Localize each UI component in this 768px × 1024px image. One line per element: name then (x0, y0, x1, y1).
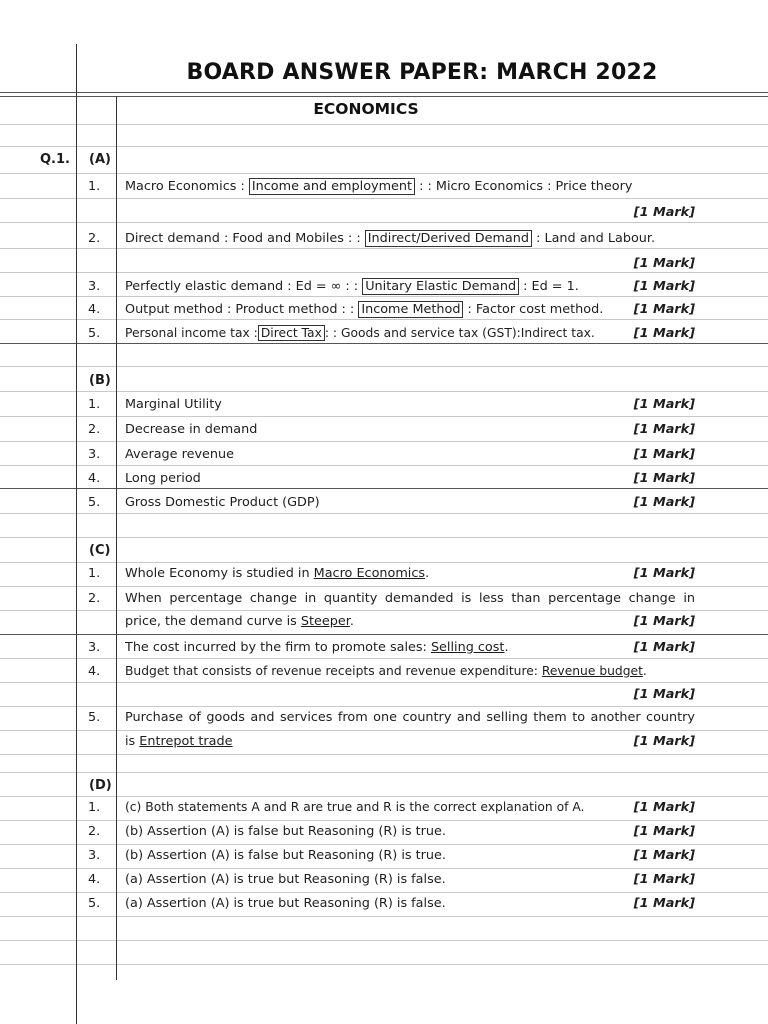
mark-label: [1 Mark] (633, 872, 695, 887)
margin-line (116, 96, 117, 980)
mark-label: [1 Mark] (633, 205, 695, 220)
mark-label: [1 Mark] (633, 256, 695, 271)
answer-text: Perfectly elastic demand : Ed = ∞ : : (125, 279, 359, 294)
mark-label: [1 Mark] (633, 447, 695, 462)
answer-c1 (125, 565, 429, 582)
section-c-heading: (C) (89, 543, 111, 558)
boxed-answer: Income Method (358, 301, 463, 318)
item-number: 2. (88, 824, 101, 839)
answer-text: . (504, 640, 509, 655)
item-number: 5. (88, 495, 101, 510)
item-number: 5. (88, 896, 101, 911)
answer-text: . (642, 664, 647, 678)
answer-c2-line1: When percentage change in quantity demanded is less than percentage change in (125, 591, 695, 606)
answer-b4: Long period (125, 471, 201, 486)
item-number: 1. (88, 397, 101, 412)
underlined-answer: Entrepot trade (139, 734, 233, 749)
mark-label: [1 Mark] (633, 471, 695, 486)
section-b-heading: (B) (89, 373, 111, 388)
mark-label: [1 Mark] (633, 614, 695, 629)
answer-text: Output method : Product method : : (125, 302, 355, 317)
item-number: 3. (88, 640, 101, 655)
answer-d4: (a) Assertion (A) is true but Reasoning (R) is false. (125, 872, 446, 887)
item-number: 2. (88, 591, 101, 606)
item-number: 2. (88, 231, 101, 246)
subject-heading: ECONOMICS (313, 100, 419, 118)
underlined-answer: Revenue budget (541, 664, 643, 678)
answer-text: is (125, 734, 140, 749)
answer-text: The cost incurred by the firm to promote sales: (125, 640, 431, 655)
answer-d5: (a) Assertion (A) is true but Reasoning (R) is false. (125, 896, 446, 911)
boxed-answer: Direct Tax (258, 325, 325, 341)
rule-line (0, 92, 768, 93)
mark-label: [1 Mark] (633, 734, 695, 749)
underlined-answer: Steeper (300, 614, 350, 629)
item-number: 4. (88, 302, 101, 317)
item-number: 4. (88, 471, 101, 486)
answer-text: Macro Economics : (125, 179, 245, 194)
margin-line (76, 44, 77, 1024)
answer-c4 (125, 663, 647, 680)
page-title: BOARD ANSWER PAPER: MARCH 2022 (186, 60, 658, 85)
item-number: 3. (88, 279, 101, 294)
answer-c5-line2 (125, 733, 233, 750)
item-number: 5. (88, 326, 101, 341)
answer-b3: Average revenue (125, 447, 235, 462)
underlined-answer: Selling cost (430, 640, 505, 655)
answer-text: Personal income tax : (125, 326, 258, 340)
answer-text: : : Goods and service tax (GST):Indirect tax. (324, 326, 595, 340)
item-number: 4. (88, 872, 101, 887)
mark-label: [1 Mark] (633, 640, 695, 655)
boxed-answer: Income and employment (249, 178, 415, 195)
answer-c3 (125, 639, 509, 656)
mark-label: [1 Mark] (633, 896, 695, 911)
mark-label: [1 Mark] (633, 326, 695, 341)
answer-text: : Ed = 1. (523, 279, 579, 294)
mark-label: [1 Mark] (633, 279, 695, 294)
item-number: 4. (88, 664, 101, 679)
boxed-answer: Indirect/Derived Demand (365, 230, 532, 247)
answer-b1: Marginal Utility (125, 397, 222, 412)
item-number: 1. (88, 800, 101, 815)
answer-text: : : Micro Economics : Price theory (419, 179, 633, 194)
item-number: 2. (88, 422, 101, 437)
answer-text: : Factor cost method. (467, 302, 604, 317)
answer-text: Whole Economy is studied in (125, 566, 314, 581)
mark-label: [1 Mark] (633, 397, 695, 412)
answer-text: Direct demand : Food and Mobiles : : (125, 231, 361, 246)
answer-a4 (125, 301, 603, 318)
answer-text: Budget that consists of revenue receipts and revenue expenditure: (125, 664, 542, 678)
answer-d1: (c) Both statements A and R are true and R is the correct explanation of A. (125, 800, 585, 814)
answer-text: . (425, 566, 430, 581)
item-number: 1. (88, 179, 101, 194)
item-number: 3. (88, 848, 101, 863)
section-d-heading: (D) (89, 778, 112, 793)
answer-c5-line1: Purchase of goods and services from one country and selling them to another country (125, 710, 695, 725)
answer-d2: (b) Assertion (A) is false but Reasoning (R) is true. (125, 824, 446, 839)
answer-c2-line2 (125, 613, 354, 630)
boxed-answer: Unitary Elastic Demand (362, 278, 519, 295)
answer-b5: Gross Domestic Product (GDP) (125, 495, 320, 510)
underlined-answer: Macro Economics (313, 566, 426, 581)
item-number: 3. (88, 447, 101, 462)
question-label: Q.1. (40, 152, 70, 167)
answer-d3: (b) Assertion (A) is false but Reasoning (R) is true. (125, 848, 446, 863)
item-number: 1. (88, 566, 101, 581)
answer-text: price, the demand curve is (125, 614, 301, 629)
mark-label: [1 Mark] (633, 566, 695, 581)
mark-label: [1 Mark] (633, 824, 695, 839)
section-a-heading: (A) (89, 152, 111, 167)
mark-label: [1 Mark] (633, 687, 695, 702)
answer-a3 (125, 278, 579, 295)
item-number: 5. (88, 710, 101, 725)
mark-label: [1 Mark] (633, 848, 695, 863)
mark-label: [1 Mark] (633, 800, 695, 815)
answer-a1 (125, 178, 632, 195)
mark-label: [1 Mark] (633, 422, 695, 437)
answer-a5 (125, 325, 595, 342)
mark-label: [1 Mark] (633, 302, 695, 317)
answer-text: . (349, 614, 354, 629)
answer-a2 (125, 230, 655, 247)
answer-b2: Decrease in demand (125, 422, 258, 437)
mark-label: [1 Mark] (633, 495, 695, 510)
answer-text: : Land and Labour. (536, 231, 656, 246)
